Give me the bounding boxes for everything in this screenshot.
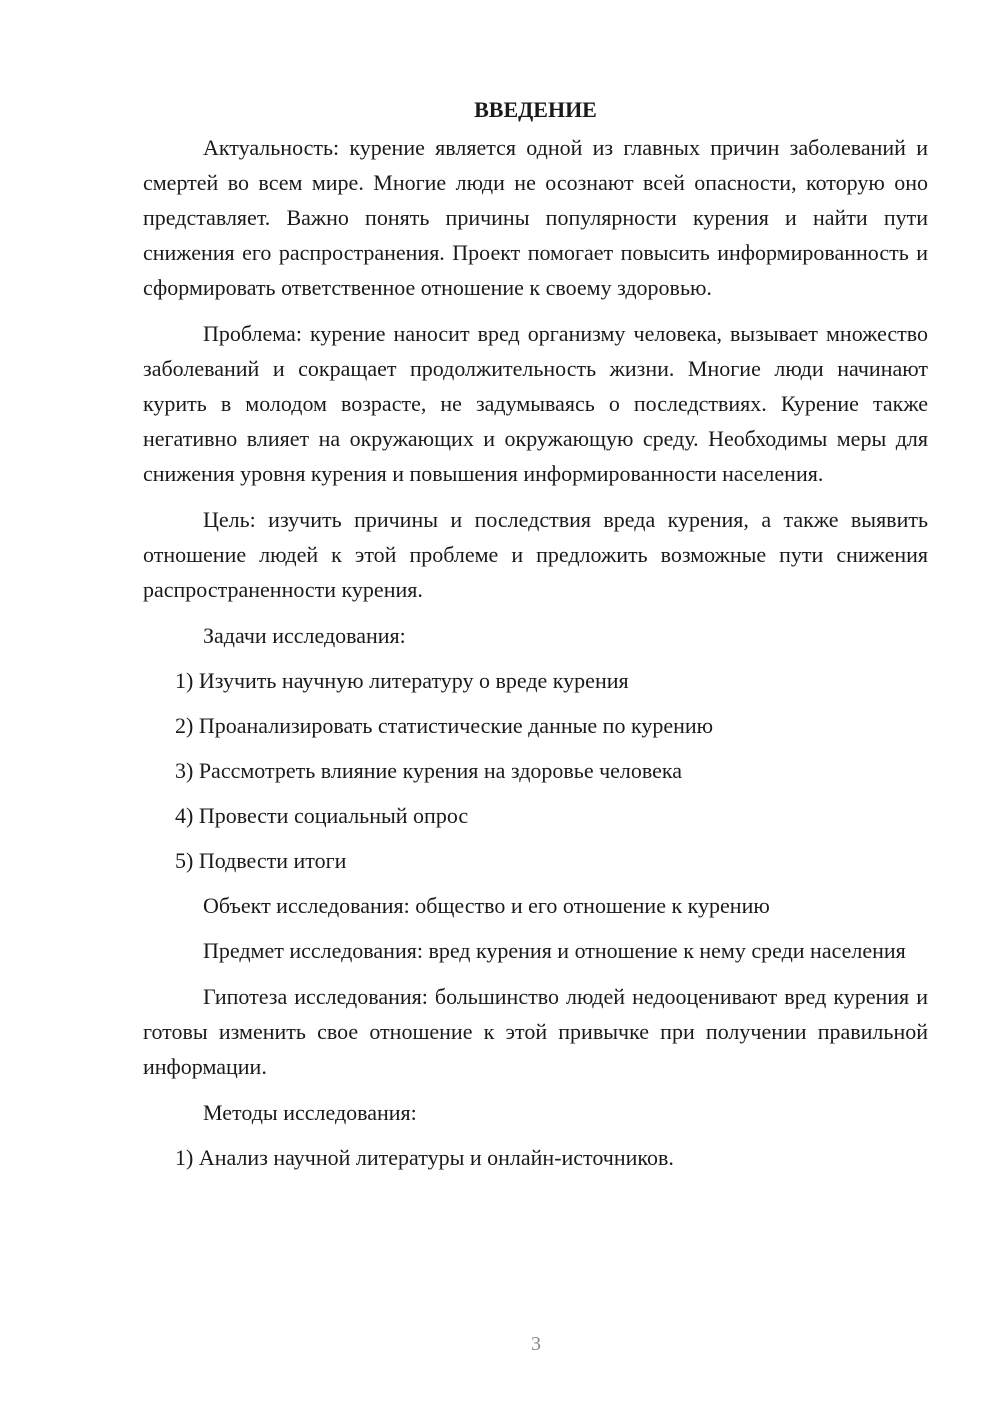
methods-list — [143, 1140, 928, 1175]
subject-paragraph: Предмет исследования: вред курения и отношение к нему среди населения — [203, 938, 906, 963]
list-item: 5) Подвести итоги — [175, 848, 347, 873]
page-number: 3 — [531, 1333, 541, 1355]
list-item: 1) Изучить научную литературу о вреде курения — [175, 668, 629, 693]
methods-heading: Методы исследования: — [203, 1100, 417, 1125]
relevance-paragraph: Актуальность: курение является одной из главных причин заболеваний и смертей во всем мире. Многие люди не осознают всей опасности, которую оно представляет. Важно понять причины популярности курения и найти пути снижения его распространения. Проект помогает повысить информированность и сформировать ответственное отношение к своему здоровью. — [143, 135, 928, 300]
problem-paragraph: Проблема: курение наносит вред организму человека, вызывает множество заболеваний и сокращает продолжительность жизни. Многие люди начинают курить в молодом возрасте, не задумываясь о последствиях. Курение также негативно влияет на окружающих и окружающую среду. Необходимы меры для снижения уровня курения и повышения информированности населения. — [143, 321, 928, 486]
section-title: ВВЕДЕНИЕ — [474, 97, 597, 122]
tasks-list — [143, 663, 928, 878]
goal-paragraph: Цель: изучить причины и последствия вреда курения, а также выявить отношение людей к этой проблеме и предложить возможные пути снижения распространенности курения. — [143, 507, 928, 602]
list-item: 3) Рассмотреть влияние курения на здоровье человека — [175, 758, 683, 783]
hypothesis-paragraph: Гипотеза исследования: большинство людей недооценивают вред курения и готовы изменить свое отношение к этой привычке при получении правильной информации. — [143, 984, 928, 1079]
list-item: 1) Анализ научной литературы и онлайн-источников. — [175, 1145, 674, 1170]
object-paragraph: Объект исследования: общество и его отношение к курению — [203, 893, 770, 918]
tasks-heading: Задачи исследования: — [203, 623, 406, 648]
document-page — [143, 92, 928, 1185]
list-item: 4) Провести социальный опрос — [175, 803, 469, 828]
list-item: 2) Проанализировать статистические данные по курению — [175, 713, 714, 738]
